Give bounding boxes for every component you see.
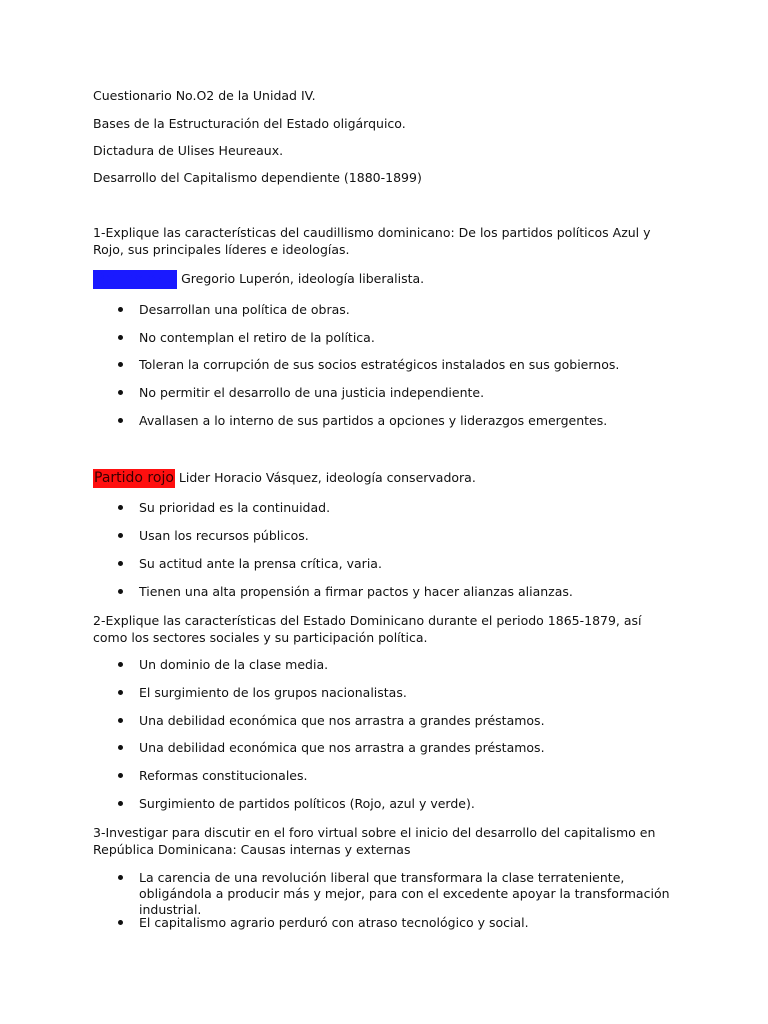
partido-rojo-description: Lider Horacio Vásquez, ideología conservadora. bbox=[178, 470, 476, 485]
partido-rojo-label: Partido rojo bbox=[94, 470, 174, 486]
list-item: No permitir el desarrollo de una justicia independiente. bbox=[118, 385, 678, 401]
bullet-icon bbox=[118, 589, 123, 594]
bullet-icon bbox=[118, 390, 123, 395]
list-item: Reformas constitucionales. bbox=[118, 768, 678, 784]
question-1: 1-Explique las características del caudillismo dominicano: De los partidos políticos Azul y Rojo, sus principales líderes e ideologías. bbox=[93, 225, 651, 257]
list-item: Avallasen a lo interno de sus partidos a opciones y liderazgos emergentes. bbox=[118, 413, 678, 429]
bullet-icon bbox=[118, 362, 123, 367]
header-line-4: Desarrollo del Capitalismo dependiente (1880-1899) bbox=[93, 170, 422, 185]
list-item: Usan los recursos públicos. bbox=[118, 528, 678, 544]
bullet-icon bbox=[118, 418, 123, 423]
partido-rojo-line bbox=[93, 469, 476, 488]
list-item: Tienen una alta propensión a firmar pactos y hacer alianzas alianzas. bbox=[118, 584, 678, 600]
bullet-icon bbox=[118, 533, 123, 538]
question-3: 3-Investigar para discutir en el foro virtual sobre el inicio del desarrollo del capitalismo en República Dominicana: Causas internas y externas bbox=[93, 825, 656, 857]
list-item: Toleran la corrupción de sus socios estratégicos instalados en sus gobiernos. bbox=[118, 357, 678, 373]
header-line-1: Cuestionario No.O2 de la Unidad IV. bbox=[93, 88, 316, 103]
bullet-icon bbox=[118, 875, 123, 880]
list-item: El capitalismo agrario perduró con atraso tecnológico y social. bbox=[118, 915, 678, 931]
list-item: Una debilidad económica que nos arrastra a grandes préstamos. bbox=[118, 713, 678, 729]
bullet-icon bbox=[118, 773, 123, 778]
list-item: No contemplan el retiro de la política. bbox=[118, 330, 678, 346]
bullet-icon bbox=[118, 505, 123, 510]
list-item: La carencia de una revolución liberal que transformara la clase terrateniente, obligándola a producir más y mejor, para con el excedente apoyar la transformación industrial. bbox=[118, 870, 678, 918]
bullet-icon bbox=[118, 561, 123, 566]
header-line-3: Dictadura de Ulises Heureaux. bbox=[93, 143, 284, 158]
list-item: El surgimiento de los grupos nacionalistas. bbox=[118, 685, 678, 701]
list-item: Su actitud ante la prensa crítica, varia. bbox=[118, 556, 678, 572]
bullet-icon bbox=[118, 662, 123, 667]
bullet-icon bbox=[118, 335, 123, 340]
partido-azul-description: Gregorio Luperón, ideología liberalista. bbox=[181, 271, 425, 286]
bullet-icon bbox=[118, 801, 123, 806]
bullet-icon bbox=[118, 920, 123, 925]
list-item: Su prioridad es la continuidad. bbox=[118, 500, 678, 516]
list-item: Una debilidad económica que nos arrastra a grandes préstamos. bbox=[118, 740, 678, 756]
partido-azul-line bbox=[93, 270, 424, 289]
bullet-icon bbox=[118, 718, 123, 723]
list-item: Desarrollan una política de obras. bbox=[118, 302, 678, 318]
list-item: Surgimiento de partidos políticos (Rojo, azul y verde). bbox=[118, 796, 678, 812]
header-line-2: Bases de la Estructuración del Estado oligárquico. bbox=[93, 116, 406, 131]
question-2: 2-Explique las características del Estado Dominicano durante el periodo 1865-1879, así como los sectores sociales y su participación política. bbox=[93, 613, 642, 645]
list-item: Un dominio de la clase media. bbox=[118, 657, 678, 673]
partido-azul-label: Partido azul bbox=[94, 271, 177, 287]
bullet-icon bbox=[118, 745, 123, 750]
bullet-icon bbox=[118, 307, 123, 312]
bullet-icon bbox=[118, 690, 123, 695]
